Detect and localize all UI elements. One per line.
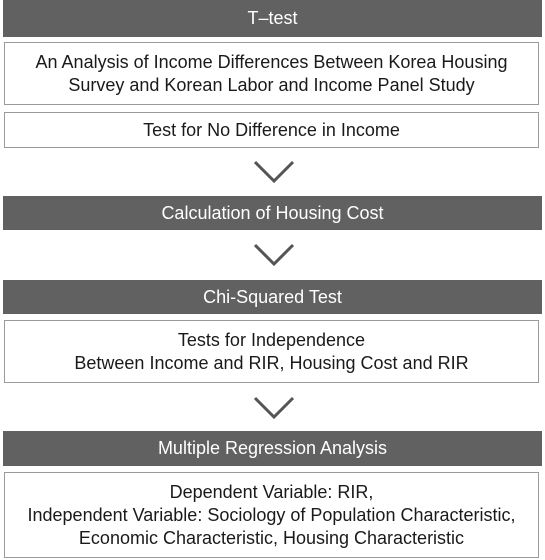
chi-squared-header: Chi-Squared Test	[3, 280, 542, 314]
ttest-header: T–test	[3, 0, 542, 37]
income-differences-line-2: Survey and Korean Labor and Income Panel Study	[68, 74, 475, 95]
chevron-down-icon	[253, 160, 295, 184]
independence-tests-line-2: Between Income and RIR, Housing Cost and RIR	[74, 352, 469, 373]
no-difference-test-box	[4, 112, 539, 148]
housing-cost-header: Calculation of Housing Cost	[3, 196, 542, 230]
regression-header: Multiple Regression Analysis	[3, 431, 542, 466]
income-differences-line-1: An Analysis of Income Differences Between Korea Housing	[35, 51, 508, 72]
independence-tests-box	[4, 320, 539, 383]
chevron-down-icon	[253, 243, 295, 267]
regression-variables-box	[4, 472, 539, 558]
regression-variables-line-2: Independent Variable: Sociology of Population Characteristic,	[27, 504, 516, 525]
regression-variables-line-3: Economic Characteristic, Housing Characteristic	[78, 527, 465, 548]
independence-tests-line-1: Tests for Independence	[177, 329, 366, 350]
regression-variables-line-1: Dependent Variable: RIR,	[169, 481, 374, 502]
income-differences-box	[4, 42, 539, 105]
chevron-down-icon	[253, 396, 295, 420]
no-difference-test-label: Test for No Difference in Income	[143, 119, 400, 140]
